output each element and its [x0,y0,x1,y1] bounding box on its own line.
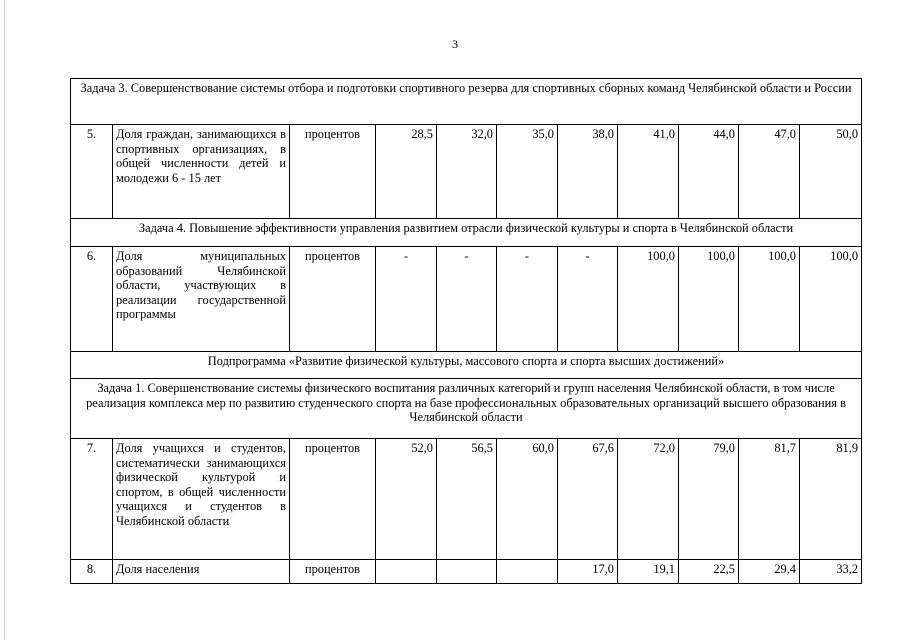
value-cell: 33,2 [800,560,862,584]
task3-row [71,79,862,125]
table-row [71,439,862,560]
value-cell: 56,5 [437,439,497,560]
value-cell: 81,9 [800,439,862,560]
value-cell [376,560,437,584]
subprogram-title: Подпрограмма «Развитие физической культуры, массового спорта и спорта высших достижений» [71,352,862,379]
value-cell: 50,0 [800,125,862,219]
task4-title: Задача 4. Повышение эффективности управления развитием отрасли физической культуры и спорта в Челябинской области [71,219,862,247]
indicator-name: Доля муниципальных образований Челябинской области, участвующих в реализации государственной программы [113,247,290,352]
task1-title: Задача 1. Совершенствование системы физического воспитания различных категорий и групп населения Челябинской области, в том числе реализация комплекса мер по развитию студенческого спорта на базе профессиональных образовательных организаций высшего образования в Челябинской области [71,379,862,439]
unit-cell: процентов [290,560,376,584]
value-cell: 19,1 [618,560,679,584]
value-cell: 100,0 [739,247,800,352]
table-row [71,560,862,584]
indicator-name: Доля населения [113,560,290,584]
value-cell: 79,0 [679,439,739,560]
value-cell: 32,0 [437,125,497,219]
value-cell: - [376,247,437,352]
row-number: 8. [71,560,113,584]
row-number: 6. [71,247,113,352]
value-cell: 35,0 [497,125,558,219]
task1-row [71,379,862,439]
value-cell [437,560,497,584]
task4-row [71,219,862,247]
row-number: 7. [71,439,113,560]
table-row [71,125,862,219]
value-cell: - [497,247,558,352]
unit-cell: процентов [290,247,376,352]
value-cell: 72,0 [618,439,679,560]
value-cell [497,560,558,584]
page-number: 3 [452,37,458,51]
value-cell: 41,0 [618,125,679,219]
value-cell: 29,4 [739,560,800,584]
value-cell: 67,6 [558,439,618,560]
indicator-name: Доля граждан, занимающихся в спортивных организациях, в общей численности детей и молодежи 6 - 15 лет [113,125,290,219]
value-cell: 100,0 [618,247,679,352]
unit-cell: процентов [290,439,376,560]
value-cell: 47,0 [739,125,800,219]
table-row [71,247,862,352]
value-cell: 60,0 [497,439,558,560]
value-cell: 81,7 [739,439,800,560]
value-cell: 17,0 [558,560,618,584]
value-cell: 52,0 [376,439,437,560]
value-cell: 100,0 [800,247,862,352]
value-cell: 28,5 [376,125,437,219]
value-cell: 100,0 [679,247,739,352]
value-cell: 22,5 [679,560,739,584]
indicator-name: Доля учащихся и студентов, систематически занимающихся физической культурой и спортом, в общей численности учащихся и студентов в Челябинской области [113,439,290,560]
value-cell: 44,0 [679,125,739,219]
value-cell: - [558,247,618,352]
indicators-table [70,78,862,584]
row-number: 5. [71,125,113,219]
page-edge-line [4,0,5,640]
unit-cell: процентов [290,125,376,219]
subprogram-row [71,352,862,379]
value-cell: - [437,247,497,352]
task3-title: Задача 3. Совершенствование системы отбора и подготовки спортивного резерва для спортивных сборных команд Челябинской области и России [71,79,862,125]
value-cell: 38,0 [558,125,618,219]
